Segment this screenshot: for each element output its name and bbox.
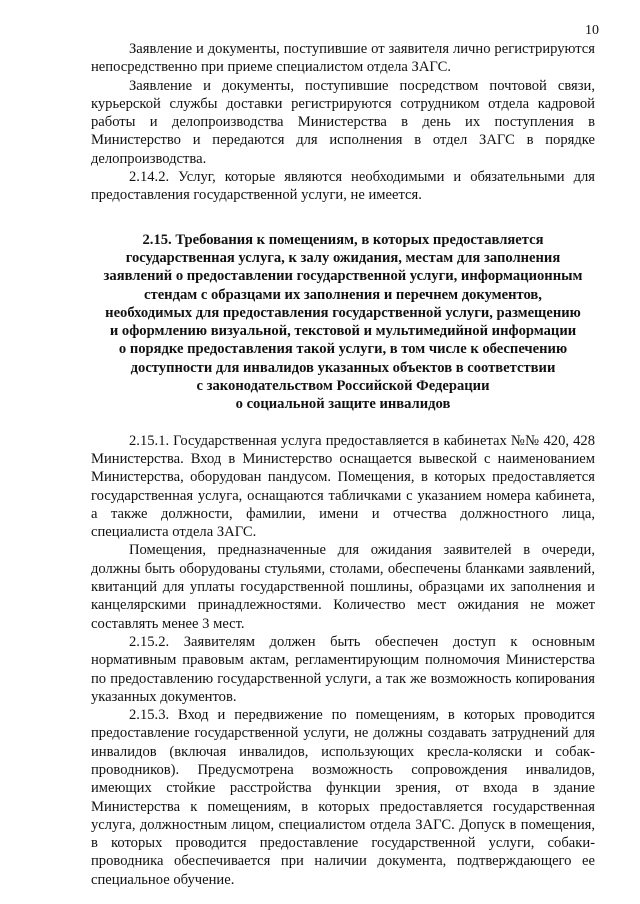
heading-line: и оформлению визуальной, текстовой и мультимедийной информации — [109, 323, 577, 340]
paragraph-section-2-15-2: 2.15.2. Заявителям должен быть обеспечен доступ к основным нормативным правовым актам, регламентирующим полномочия Министерства по предоставлению государственной услуги, а так же возможность копирования указанных документов. — [91, 633, 595, 705]
heading-line: о социальной защите инвалидов — [235, 396, 451, 413]
paragraph-waiting-area: Помещения, предназначенные для ожидания заявителей в очереди, должны быть оборудованы стульями, столами, обеспечены бланками заявлений, квитанций для уплаты государственной пошлины, образцами их заполнения и канцелярскими принадлежностями. Количество мест ожидания не может составлять менее 3 мест. — [91, 542, 595, 632]
paragraph-personal-submission: Заявление и документы, поступившие от заявителя лично регистрируются непосредственно при приеме специалистом отдела ЗАГС. — [91, 41, 595, 76]
section-heading-2-15 — [91, 231, 595, 414]
heading-line: о порядке предоставления такой услуги, в том числе к обеспечению — [118, 341, 568, 358]
heading-line: с законодательством Российской Федерации — [196, 378, 490, 395]
heading-line: заявлений о предоставлении государственной услуги, информационным — [103, 268, 583, 285]
paragraph-section-2-15-1: 2.15.1. Государственная услуга предоставляется в кабинетах №№ 420, 428 Министерства. Вход в Министерство оснащается вывеской с наименованием Министерства, оборудован пандусом. Помещения, в которых предоставляется государственная услуга, оснащаются табличками с указанием номера кабинета, а также должности, фамилии, имени и отчества должностного лица, специалиста отдела ЗАГС. — [91, 432, 595, 541]
document-body — [91, 40, 595, 889]
heading-line: государственная услуга, к залу ожидания, местам для заполнения — [125, 249, 561, 266]
paragraph-postal-submission: Заявление и документы, поступившие посредством почтовой связи, курьерской службы доставки регистрируются сотрудником отдела кадровой работы и делопроизводства Министерства в день их поступления в Министерство и передаются для исполнения в отдел ЗАГС в порядке делопроизводства. — [91, 77, 595, 167]
heading-line: стендам с образцами их заполнения и перечнем документов, — [144, 286, 542, 303]
heading-line: необходимых для предоставления государственной услуги, размещению — [105, 304, 581, 321]
heading-line: доступности для инвалидов указанных объектов в соответствии — [130, 359, 556, 376]
paragraph-section-2-15-3: 2.15.3. Вход и передвижение по помещениям, в которых проводится предоставление государственной услуги, не должны создавать затруднений для инвалидов (включая инвалидов, использующих кресла-коляски и собак-проводников). Предусмотрена возможность сопровождения инвалидов, имеющих стойкие расстройства функции зрения, от входа в здание Министерства к помещениям, в которых предоставляется государственная услуга, должностным лицом, специалистом отдела ЗАГС. Допуск в помещения, в которых проводится предоставление государственной услуги, собаки-проводника обеспечивается при наличии документа, подтверждающего ее специальное обучение. — [91, 707, 595, 888]
paragraph-section-2-14-2: 2.14.2. Услуг, которые являются необходимыми и обязательными для предоставления государственной услуги, не имеется. — [91, 169, 595, 204]
page-number: 10 — [585, 23, 599, 38]
heading-line: 2.15. Требования к помещениям, в которых предоставляется — [142, 231, 544, 248]
